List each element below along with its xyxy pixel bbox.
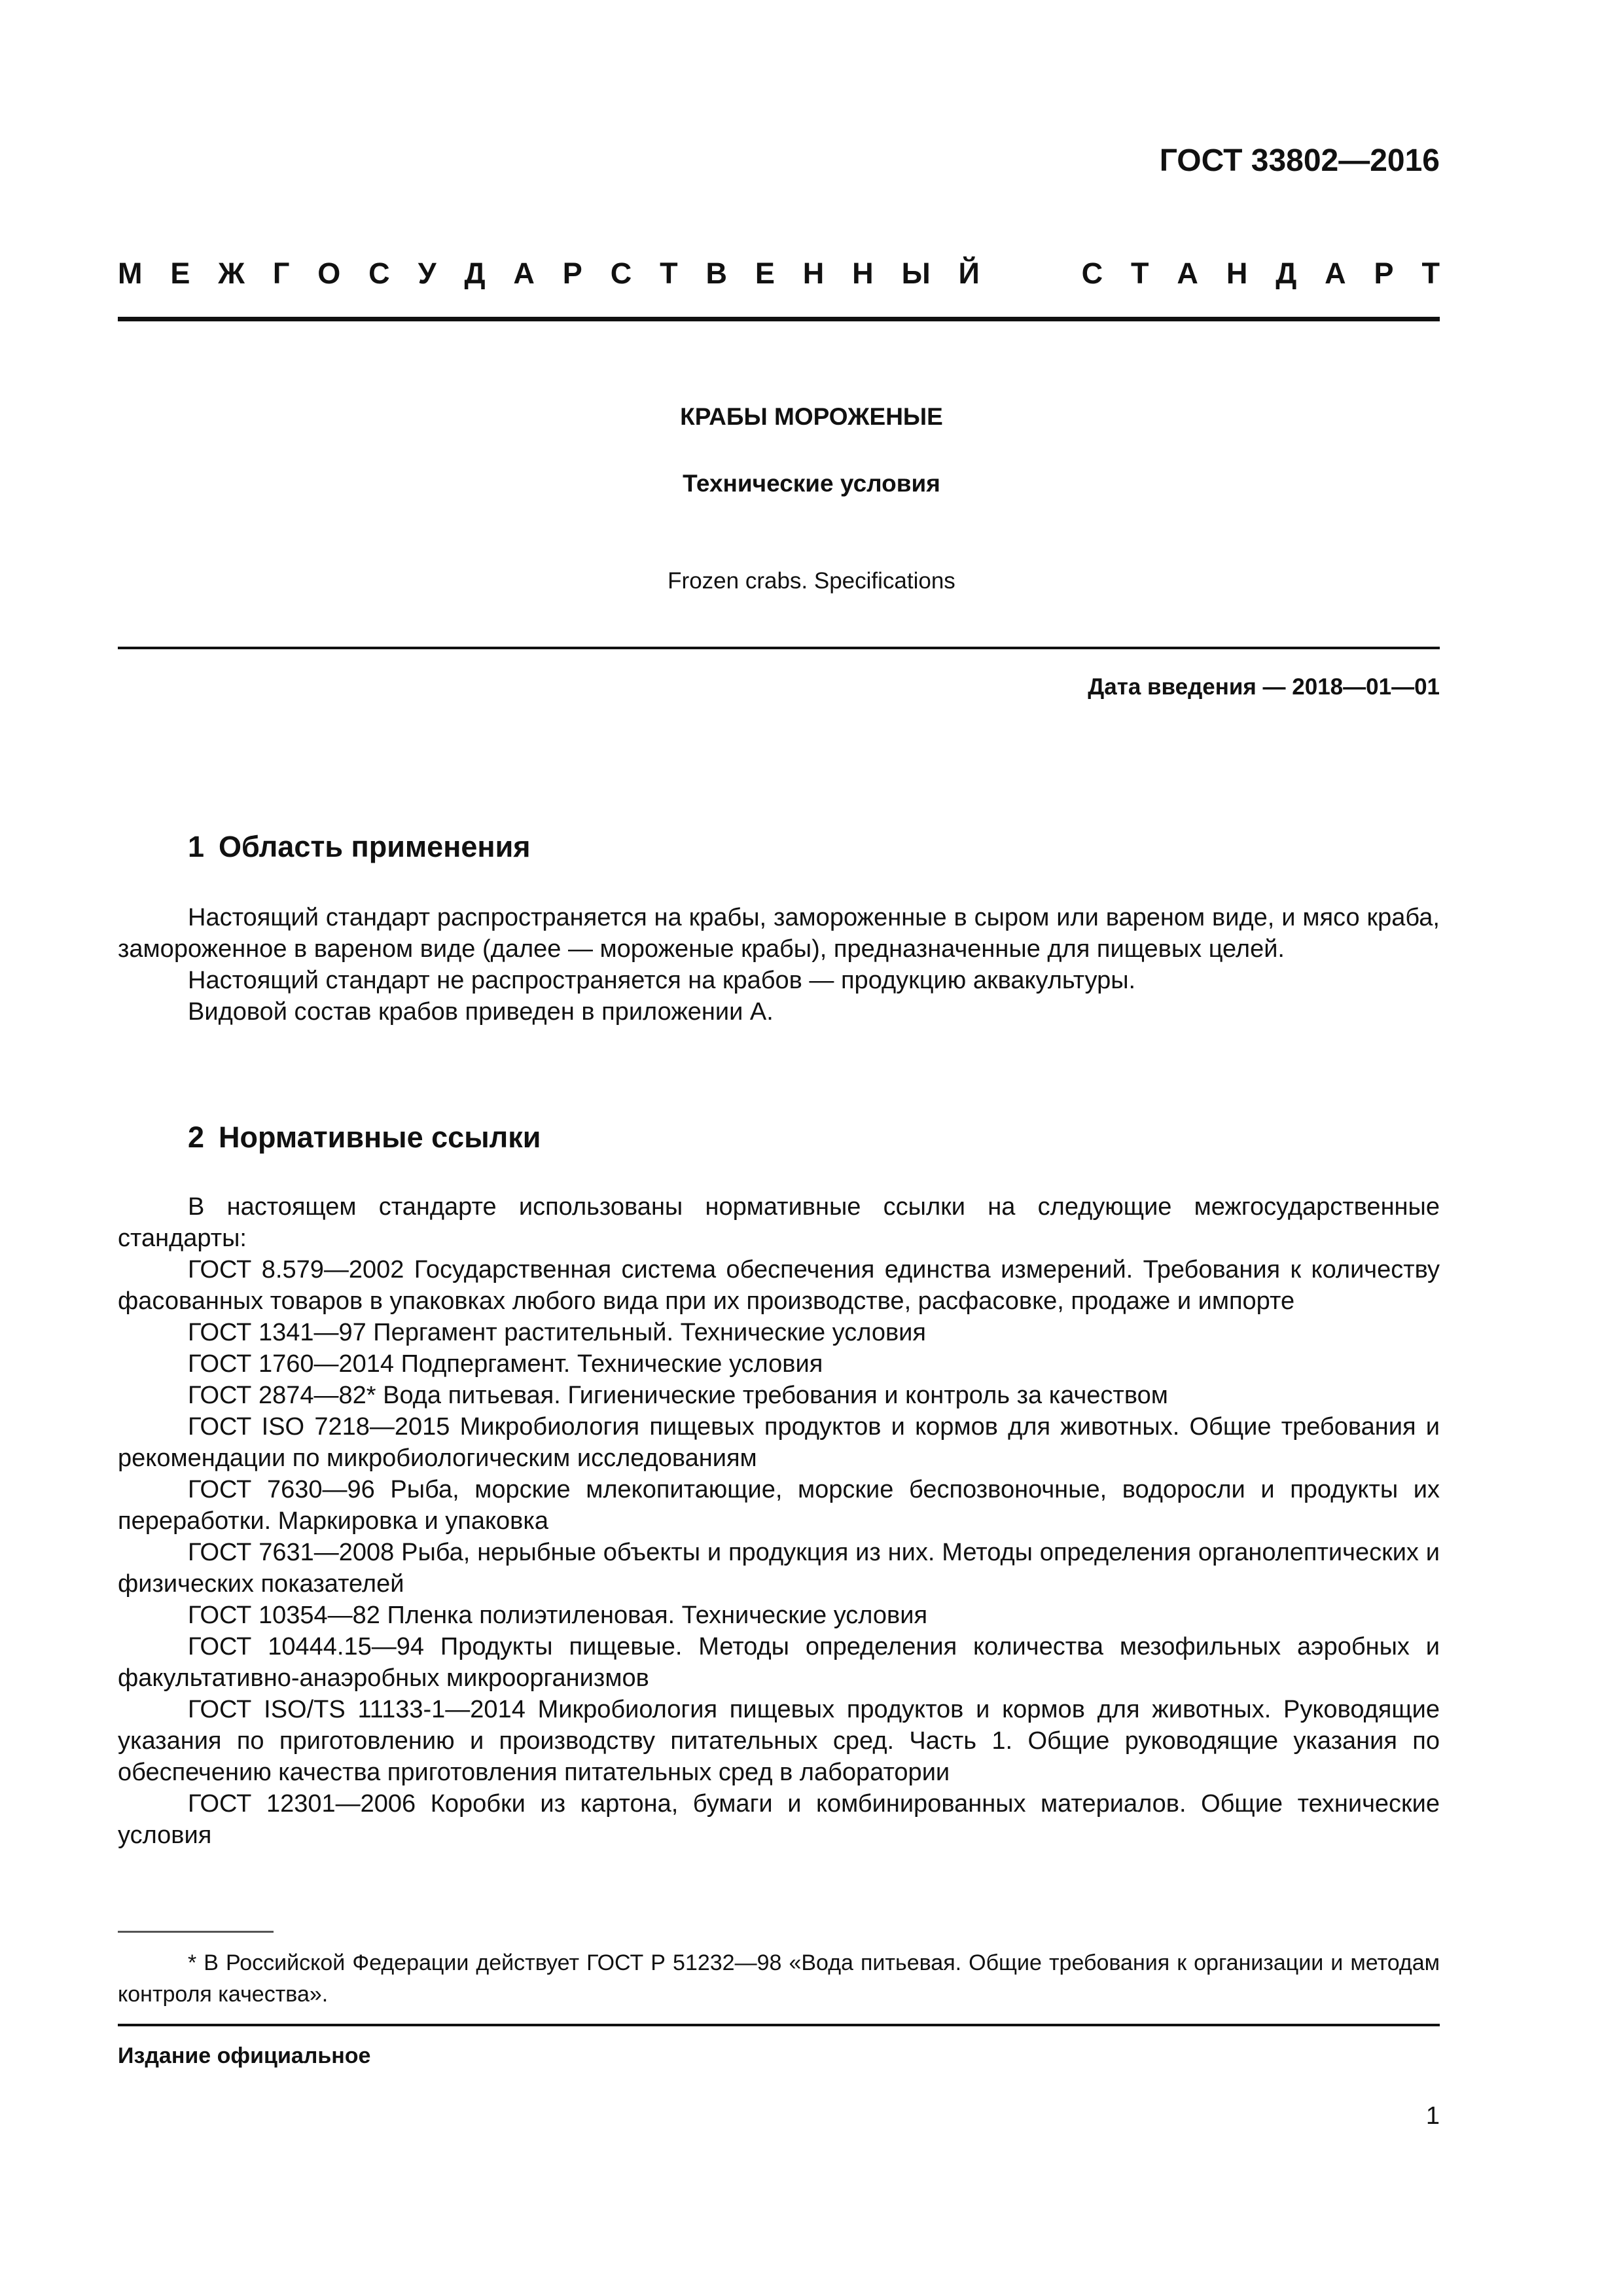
section-1-heading	[188, 830, 531, 864]
footer-divider	[118, 2024, 1440, 2026]
document-title: КРАБЫ МОРОЖЕНЫЕ	[680, 403, 943, 430]
banner-letter: Ы	[901, 257, 931, 290]
banner-letter: Д	[464, 257, 486, 290]
banner-letter: Т	[1421, 257, 1440, 290]
footnote-text: * В Российской Федерации действует ГОСТ Р 51232—98 «Вода питьевая. Общие требования к организации и методам контроля качества».	[118, 1950, 1440, 2007]
banner-letter: Т	[660, 257, 678, 290]
banner-letter: Н	[1226, 257, 1248, 290]
reference-item: ГОСТ 1760—2014 Подпергамент. Технические условия	[188, 1350, 823, 1378]
banner-letter: Н	[802, 257, 825, 290]
banner-letter: Т	[1131, 257, 1149, 290]
section-title: Область применения	[219, 830, 531, 863]
banner-letter: Ж	[218, 257, 245, 290]
banner-letter: У	[418, 257, 437, 290]
section-number: 1	[188, 830, 205, 863]
section-title: Нормативные ссылки	[219, 1121, 541, 1154]
section-2-body	[118, 1191, 1440, 1851]
reference-item: ГОСТ ISO 7218—2015 Микробиология пищевых продуктов и кормов для животных. Общие требования и рекомендации по микробиологическим исследованиям	[118, 1413, 1440, 1472]
section-1-body	[118, 902, 1440, 1028]
banner-letter: О	[317, 257, 341, 290]
paragraph: Видовой состав крабов приведен в приложении А.	[188, 998, 774, 1026]
banner-letter: А	[1177, 257, 1198, 290]
banner-letter: Е	[755, 257, 775, 290]
paragraph: Настоящий стандарт распространяется на крабы, замороженные в сыром или вареном виде, и мясо краба, замороженное в вареном виде (далее — мороженые крабы), предназначенные для пищевых целей.	[118, 904, 1440, 963]
banner-letter: С	[368, 257, 390, 290]
document-subtitle: Технические условия	[683, 470, 940, 497]
banner-letter: Й	[958, 257, 980, 290]
document-code: ГОСТ 33802—2016	[1159, 143, 1440, 178]
reference-item: ГОСТ 2874—82* Вода питьевая. Гигиенические требования и контроль за качеством	[188, 1382, 1168, 1409]
edition-label: Издание официальное	[118, 2043, 371, 2068]
reference-item: ГОСТ 12301—2006 Коробки из картона, бумаги и комбинированных материалов. Общие технические условия	[118, 1790, 1440, 1849]
banner-letter: Г	[272, 257, 290, 290]
introduction-date: Дата введения — 2018—01—01	[1088, 674, 1440, 700]
reference-item: ГОСТ 7630—96 Рыба, морские млекопитающие, морские беспозвоночные, водоросли и продукты их переработки. Маркировка и упаковка	[118, 1476, 1440, 1535]
section-2-heading	[188, 1121, 541, 1155]
reference-item: ГОСТ 10444.15—94 Продукты пищевые. Методы определения количества мезофильных аэробных и факультативно-анаэробных микроорганизмов	[118, 1633, 1440, 1692]
header-divider	[118, 317, 1440, 321]
reference-item: ГОСТ 10354—82 Пленка полиэтиленовая. Технические условия	[188, 1602, 928, 1629]
english-title: Frozen crabs. Specifications	[668, 568, 955, 594]
footnote-separator	[118, 1931, 274, 1933]
banner-letter: А	[1325, 257, 1346, 290]
banner-letter: Н	[852, 257, 874, 290]
banner-letter: В	[705, 257, 727, 290]
footnote	[118, 1947, 1440, 2010]
reference-item: ГОСТ 7631—2008 Рыба, нерыбные объекты и продукция из них. Методы определения органолептических и физических показателей	[118, 1539, 1440, 1598]
banner-letter: Е	[170, 257, 190, 290]
page-number: 1	[1425, 2102, 1440, 2130]
interstate-standard-banner	[118, 257, 1440, 291]
reference-item: ГОСТ 1341—97 Пергамент растительный. Технические условия	[188, 1319, 926, 1346]
reference-item: ГОСТ ISO/TS 11133-1—2014 Микробиология пищевых продуктов и кормов для животных. Руководящие указания по приготовлению и производству питательных сред. Часть 1. Общие руководящие указания по обеспечению качества приготовления питательных сред в лаборатории	[118, 1696, 1440, 1786]
title-divider	[118, 647, 1440, 649]
section-number: 2	[188, 1121, 205, 1154]
banner-letter: С	[1081, 257, 1103, 290]
paragraph: В настоящем стандарте использованы нормативные ссылки на следующие межгосударственные стандарты:	[118, 1193, 1440, 1252]
banner-letter: С	[610, 257, 632, 290]
banner-letter: Р	[1374, 257, 1394, 290]
banner-letter: А	[513, 257, 535, 290]
paragraph: Настоящий стандарт не распространяется на крабов — продукцию аквакультуры.	[188, 967, 1136, 994]
banner-letter: Р	[562, 257, 582, 290]
banner-letter: М	[118, 257, 143, 290]
banner-letter: Д	[1275, 257, 1297, 290]
reference-item: ГОСТ 8.579—2002 Государственная система обеспечения единства измерений. Требования к количеству фасованных товаров в упаковках любого вида при их производстве, расфасовке, продаже и импорте	[118, 1256, 1440, 1315]
